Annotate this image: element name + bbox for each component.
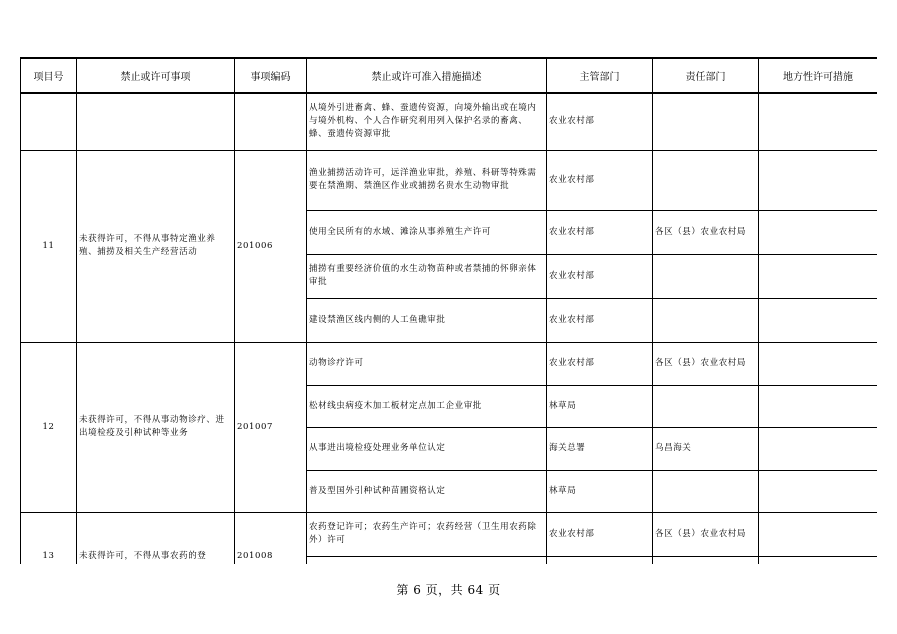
cell-item: 未获得许可，不得从事动物诊疗、进出境检疫及引种试种等业务 [77,342,235,512]
cell-competent-dept: 农业农村部 [547,150,653,210]
cell-responsible-dept [653,385,759,427]
cell-local-measure [759,427,878,470]
cell-measure: 渔业捕捞活动许可，远洋渔业审批，养殖、科研等特殊需要在禁渔期、禁渔区作业或捕捞名贵水生动物审批 [307,150,547,210]
cell-local-measure [759,470,878,512]
cell-competent-dept: 农业农村部 [547,210,653,254]
cell-measure: 从境外引进畜禽、蜂、蚕遗传资源，向境外输出或在境内与境外机构、个人合作研究利用列入保护名录的畜禽、蜂、蚕遗传资源审批 [307,93,547,150]
cell-competent-dept: 农业农村部 [547,254,653,298]
table-row [21,93,878,150]
cell-measure: 捕捞有重要经济价值的水生动物苗种或者禁捕的怀卵亲体审批 [307,254,547,298]
cell-local-measure [759,210,878,254]
cell-local-measure [759,254,878,298]
cell-local-measure [759,556,878,564]
cell-responsible-dept [653,254,759,298]
cell-responsible-dept [653,470,759,512]
cell-responsible-dept: 各区（县）农业农村局 [653,512,759,556]
cell-item-no: 12 [21,342,77,512]
cell-responsible-dept [653,298,759,342]
table-row [21,512,878,556]
cell-measure: 使用全民所有的水域、滩涂从事养殖生产许可 [307,210,547,254]
cell-item: 未获得许可，不得从事农药的登 [77,512,235,564]
cell-local-measure [759,93,878,150]
cell-competent-dept: 林草局 [547,470,653,512]
cell-measure: 普及型国外引种试种苗圃资格认定 [307,470,547,512]
cell-measure: 农药登记许可；农药生产许可；农药经营（卫生用农药除外）许可 [307,512,547,556]
cell-local-measure [759,298,878,342]
cell-local-measure [759,150,878,210]
header-competent-dept: 主管部门 [547,58,653,93]
cell-competent-dept: 林草局 [547,385,653,427]
cell-local-measure [759,512,878,556]
cell-competent-dept [547,556,653,564]
table-row [21,342,878,385]
cell-item [77,93,235,150]
cell-code: 201008 [235,512,307,564]
cell-competent-dept: 农业农村部 [547,298,653,342]
table-row [21,150,878,210]
header-measure: 禁止或许可准入措施描述 [307,58,547,93]
cell-local-measure [759,385,878,427]
cell-item: 未获得许可，不得从事特定渔业养殖、捕捞及相关生产经营活动 [77,150,235,342]
cell-item-no [21,93,77,150]
cell-measure: 建设禁渔区线内侧的人工鱼礁审批 [307,298,547,342]
header-code: 事项编码 [235,58,307,93]
page-number: 第 6 页，共 64 页 [396,583,501,597]
cell-measure: 动物诊疗许可 [307,342,547,385]
cell-item-no: 13 [21,512,77,564]
header-item: 禁止或许可事项 [77,58,235,93]
cell-responsible-dept [653,93,759,150]
regulation-table-viewport [20,57,877,564]
cell-responsible-dept: 乌昌海关 [653,427,759,470]
cell-measure: 松材线虫病疫木加工板材定点加工企业审批 [307,385,547,427]
header-item-no: 项目号 [21,58,77,93]
cell-competent-dept: 农业农村部 [547,512,653,556]
header-local-measure: 地方性许可措施 [759,58,878,93]
regulation-table [20,57,877,564]
cell-measure [307,556,547,564]
table-header-row [21,58,878,93]
cell-competent-dept: 农业农村部 [547,93,653,150]
header-responsible-dept: 责任部门 [653,58,759,93]
cell-code: 201007 [235,342,307,512]
cell-measure: 从事进出境检疫处理业务单位认定 [307,427,547,470]
cell-responsible-dept [653,556,759,564]
cell-competent-dept: 海关总署 [547,427,653,470]
cell-item-no: 11 [21,150,77,342]
cell-code [235,93,307,150]
cell-responsible-dept [653,150,759,210]
cell-responsible-dept: 各区（县）农业农村局 [653,210,759,254]
cell-responsible-dept: 各区（县）农业农村局 [653,342,759,385]
cell-code: 201006 [235,150,307,342]
cell-local-measure [759,342,878,385]
cell-competent-dept: 农业农村部 [547,342,653,385]
